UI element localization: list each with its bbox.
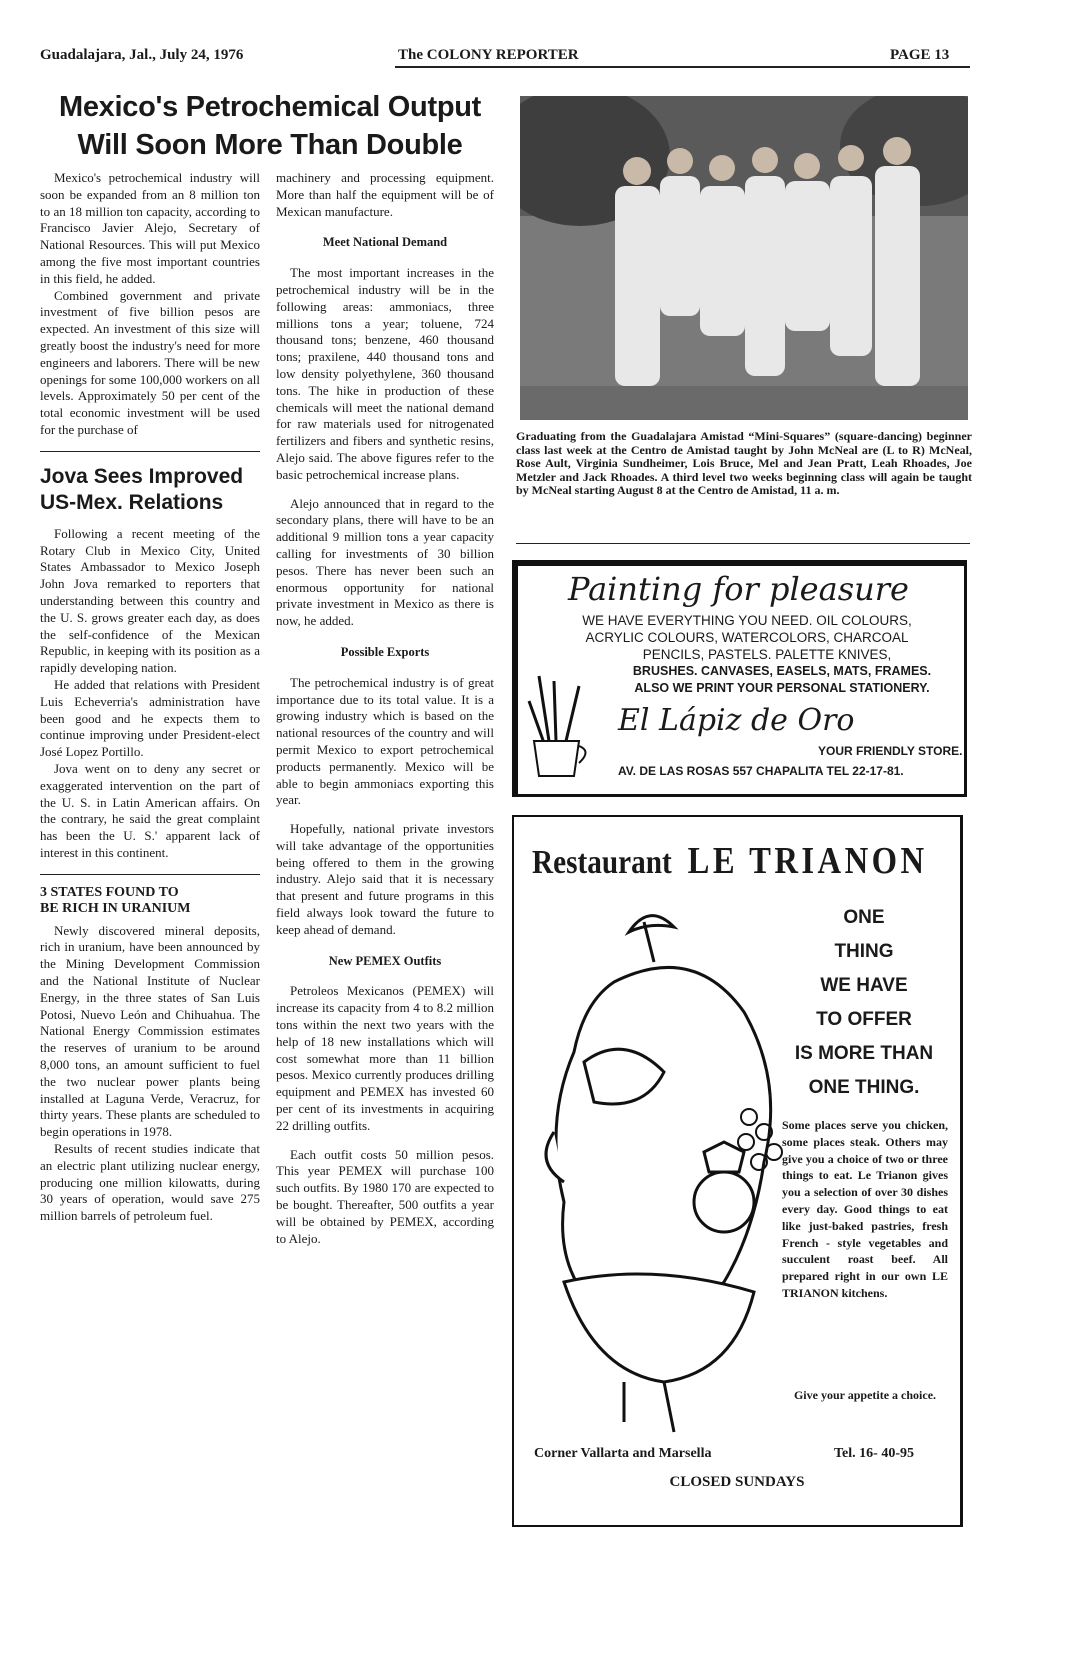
slogan-line: TO OFFER bbox=[816, 1009, 912, 1030]
divider bbox=[516, 543, 970, 544]
paragraph: Alejo announced that in regard to the secondary plans, there will have to be an additional 9 million tons a year capacity calling for investments of 30 billion pesos. There has never been such an enormous opportunity for national private investment in Mexico as there is now, he added. bbox=[276, 495, 494, 629]
headline-line: US-Mex. Relations bbox=[40, 490, 224, 514]
slogan-line: THING bbox=[834, 941, 894, 962]
store-tagline: YOUR FRIENDLY STORE. bbox=[818, 744, 963, 758]
title-name: LE TRIANON bbox=[687, 840, 928, 882]
headline-line: Will Soon More Than Double bbox=[77, 129, 463, 161]
ad-line: BRUSHES. CANVASES, EASELS, MATS, FRAMES. bbox=[632, 664, 932, 678]
restaurant-slogan bbox=[774, 901, 954, 1105]
slogan-line: WE HAVE bbox=[820, 975, 908, 996]
restaurant-title bbox=[532, 839, 928, 885]
column-1 bbox=[40, 170, 260, 1225]
headline-line: Jova Sees Improved bbox=[40, 464, 244, 488]
restaurant-phone: Tel. 16- 40-95 bbox=[834, 1446, 914, 1461]
ad-line: ALSO WE PRINT YOUR PERSONAL STATIONERY. bbox=[634, 681, 930, 695]
page-number: PAGE 13 bbox=[890, 47, 950, 63]
store-address: AV. DE LAS ROSAS 557 CHAPALITA TEL 22-17-81. bbox=[618, 764, 904, 778]
subheading: New PEMEX Outfits bbox=[328, 953, 442, 968]
ad-line: ACRYLIC COLOURS, WATERCOLORS, CHARCOAL bbox=[585, 630, 909, 645]
restaurant-hours: CLOSED SUNDAYS bbox=[669, 1474, 805, 1490]
paragraph: The petrochemical industry is of great importance due to its total value. It is a growing industry which is based on the national resources of the country and will permit Mexico to export petrochemical products permanently. Mexico will be able to begin ammoniacs exporting this year. bbox=[276, 674, 494, 808]
ad-title: Painting for pleasure bbox=[568, 570, 909, 608]
restaurant-address: Corner Vallarta and Marsella bbox=[534, 1446, 712, 1461]
store-name: El Lápiz de Oro bbox=[618, 703, 855, 738]
paragraph: Each outfit costs 50 million pesos. This year PEMEX will purchase 100 such outfits. By 1980 170 are expected to be bought. Thereafter, 500 outfits a year will be obtained by PEMEX, according to Alejo. bbox=[276, 1146, 494, 1246]
food-illustration bbox=[524, 902, 794, 1462]
ad-line: WE HAVE EVERYTHING YOU NEED. OIL COLOURS, bbox=[582, 613, 912, 628]
ad-line: PENCILS, PASTELS. PALETTE KNIVES, bbox=[642, 647, 892, 662]
article-headline bbox=[40, 464, 260, 516]
ad-product-list bbox=[532, 612, 962, 697]
title-prefix: Restaurant bbox=[532, 844, 672, 881]
slogan-line: ONE THING. bbox=[808, 1077, 920, 1098]
article-headline bbox=[40, 885, 260, 917]
ad-el-lapiz-de-oro bbox=[512, 560, 967, 797]
paragraph: Results of recent studies indicate that an electric plant utilizing nuclear energy, producing one million kilowatts, during 30 years of operation, would save 275 million barrels of petroleum fuel. bbox=[40, 1141, 260, 1224]
paragraph: The most important increases in the petrochemical industry will be in the following areas: ammoniacs, three millions tons a year; toluene, 724 thousand tons; benzene, 460 thousand tons; praxilene, 440 thousand tons and low density polyethylene, 360 thousand tons. The hike in production of these chemicals will meet the national demand for raw materials used for nitrogenated fertilizers and fibers and synthetic resins, Alejo said. The above figures refer to the basic petrochemical increase plans. bbox=[276, 265, 494, 482]
group-photo bbox=[520, 96, 968, 420]
restaurant-closing: Give your appetite a choice. bbox=[793, 1388, 937, 1402]
brush-jar-icon bbox=[524, 671, 594, 781]
photo-caption: Graduating from the Guadalajara Amistad “Mini-Squares” (square-dancing) beginner class last week at the Centro de Amistad taught by John McNeal are (L to R) McNeal, Rose Ault, Virginia Sundheimer, Lois Bruce, Mel and Jean Pratt, Leah Rhoades, Joe Metzler and Jack Rhoades. A third level two weeks beginning class will again be taught by McNeal starting August 8 at the Centro de Amistad, 11 a. m. bbox=[516, 429, 972, 498]
paragraph: machinery and processing equipment. More than half the equipment will be of Mexican manufacture. bbox=[276, 170, 494, 219]
paragraph: Following a recent meeting of the Rotary Club in Mexico City, United States Ambassador to Mexico Joseph John Jova remarked to reporters that understanding between this country and the U. S. grows greater each day, as does the self-confidence of the Mexican Republic, in keeping with its position as a rapidly developing nation. bbox=[40, 525, 260, 676]
paragraph: Mexico's petrochemical industry will soon be expanded from an 8 million ton to an 18 million ton capacity, according to Francisco Javier Alejo, Secretary of National Resources. This will put Mexico among the five most important countries in this field, he added. bbox=[40, 170, 260, 286]
paragraph: Combined government and private investment of five billion pesos are expected. An investment of this size will greatly boost the industry's need for more engineers and laborers. There will be new openings for some 100,000 workers on all levels. Approximately 50 per cent of the total economic investment will be used for the purchase of bbox=[40, 287, 260, 437]
divider bbox=[40, 874, 260, 875]
article-headline bbox=[40, 88, 500, 164]
paragraph: Hopefully, national private investors will take advantage of the opportunities being offered to them in the growing industry. Alejo said that it is necessary that present and future programs in this field always look toward the future to keep ahead of demand. bbox=[276, 821, 494, 937]
photo-image bbox=[520, 96, 968, 420]
newspaper-name: The COLONY REPORTER bbox=[398, 47, 579, 63]
paragraph: Newly discovered mineral deposits, rich in uranium, have been announced by the Mining Development Commission and the National Institute of Nuclear Energy, in the three states of San Luis Potosi, Nuevo León and Chihuahua. The National Energy Commission estimates the reserves of uranium to be around 8,000 tons, an amount sufficient to fuel the two nuclear power plants being installed at Laguna Verde, Veracruz, for thirty years. These plants are scheduled to begin operations in 1978. bbox=[40, 922, 260, 1140]
headline-line: Mexico's Petrochemical Output bbox=[58, 91, 482, 123]
dateline: Guadalajara, Jal., July 24, 1976 bbox=[40, 47, 244, 63]
headline-line: 3 STATES FOUND TO bbox=[40, 884, 179, 900]
paragraph: He added that relations with President Luis Echeverria's administration have been good and he expects them to continue improving under President-elect José Lopez Portillo. bbox=[40, 676, 260, 760]
column-2 bbox=[276, 170, 494, 1247]
slogan-line: IS MORE THAN bbox=[794, 1043, 934, 1064]
slogan-line: ONE bbox=[843, 907, 885, 928]
paragraph: Jova went on to deny any secret or exaggerated intervention on the part of the U. S. in Latin American affairs. On the contrary, he said the great complaint has been the U. S.' apparent lack of interest in this continent. bbox=[40, 760, 260, 860]
restaurant-description: Some places serve you chicken, some places steak. Others may give you a choice of two or three things to eat. Le Trianon gives you a selection of over 30 dishes every day. Good things to eat like just-baked pastries, fresh French - style vegetables and succulent roast beef. All prepared right in our own LE TRIANON kitchens. bbox=[782, 1118, 948, 1300]
subheading: Meet National Demand bbox=[322, 235, 448, 250]
masthead-rule bbox=[395, 66, 970, 68]
subheading: Possible Exports bbox=[340, 644, 430, 659]
headline-line: BE RICH IN URANIUM bbox=[40, 900, 191, 916]
paragraph: Petroleos Mexicanos (PEMEX) will increase its capacity from 4 to 8.2 million tons within the next two years with the help of 18 new installations which will cost somewhat more than 11 billion pesos. Mexico currently produces drilling equipment and PEMEX has invested 60 per cent of its investments in acquiring 22 drilling outfits. bbox=[276, 983, 494, 1133]
ad-le-trianon bbox=[512, 815, 963, 1527]
divider bbox=[40, 451, 260, 452]
